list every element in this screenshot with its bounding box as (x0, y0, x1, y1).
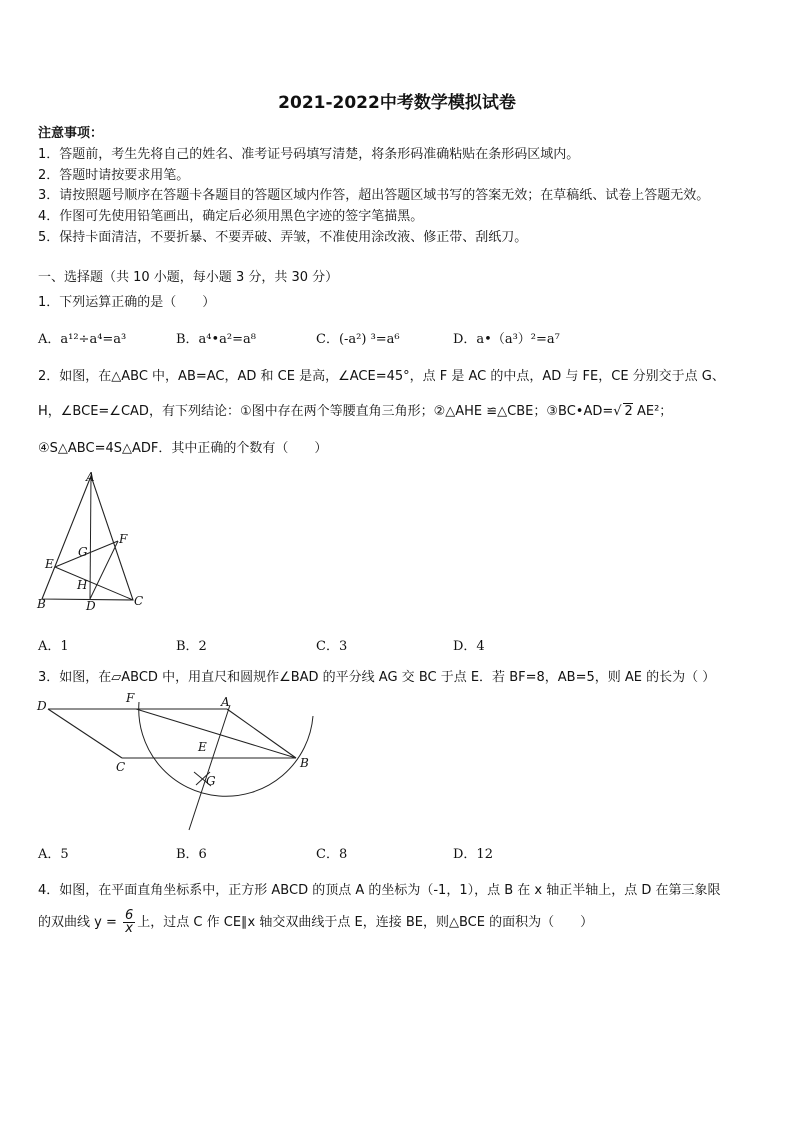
q4-line-1: 4．如图，在平面直角坐标系中，正方形 ABCD 的顶点 A 的坐标为（-1，1），点 B 在 x 轴正半轴上，点 D 在第三象限 (38, 883, 721, 898)
section-heading: 一、选择题（共 10 小题，每小题 3 分，共 30 分） (38, 270, 339, 285)
side-dc (48, 709, 122, 758)
q4-line-2 (38, 910, 593, 935)
paper-title: 2021-2022中考数学模拟试卷 (278, 93, 516, 113)
notice-item-3: 3．请按照题号顺序在答题卡各题目的答题区域内作答，超出答题区域书写的答案无效；在草稿纸、试卷上答题无效。 (38, 188, 710, 203)
notice-item-4: 4．作图可先使用铅笔画出，确定后必须用黑色字迹的签字笔描黑。 (38, 209, 424, 224)
q1-option-d: D．a•（a³）²=a⁷ (453, 332, 560, 347)
q3-stem: 3．如图，在▱ABCD 中，用直尺和圆规作∠BAD 的平分线 AG 交 BC 于点 E．若 BF=8，AB=5，则 AE 的长为（ ） (38, 670, 716, 685)
label-e: E (45, 557, 54, 571)
label-f: F (126, 691, 135, 705)
q3-parallelogram-figure (34, 690, 324, 832)
q2-line-2 (38, 400, 672, 419)
fraction-6-over-x (123, 910, 135, 935)
q1-option-b: B．a⁴•a²=a⁸ (176, 332, 256, 347)
label-a: A (221, 695, 230, 709)
label-c: C (116, 760, 126, 774)
q2-option-c: C．3 (316, 639, 348, 654)
q2-line-2-text: H，∠BCE=∠CAD，有下列结论：①图中存在两个等腰直角三角形；②△AHE ≌△CBE；③BC•AD= (38, 404, 614, 419)
q4-line-2-tail: 上，过点 C 作 CE∥x 轴交双曲线于点 E，连接 BE，则△BCE 的面积为（ ） (137, 915, 594, 930)
label-f: F (119, 532, 128, 546)
q2-option-d: D．4 (453, 639, 485, 654)
q3-option-d: D．12 (453, 847, 493, 862)
label-c: C (134, 594, 144, 608)
q3-option-c: C．8 (316, 847, 348, 862)
q1-option-c: C．(-a²) ³=a⁶ (316, 332, 400, 347)
sqrt-sign: √ (613, 404, 622, 419)
q2-line-2-tail: AE²； (632, 404, 673, 419)
label-g: G (78, 545, 88, 559)
label-b: B (300, 756, 309, 770)
notice-item-2: 2．答题时请按要求用笔。 (38, 168, 190, 183)
notice-item-1: 1．答题前，考生先将自己的姓名、准考证号码填写清楚，将条形码准确粘贴在条形码区域内。 (38, 147, 580, 162)
q4-line-2-text: 的双曲线 y = (38, 915, 121, 930)
q2-triangle-figure (34, 468, 152, 618)
fraction-denominator: x (125, 921, 133, 936)
label-b: B (37, 597, 46, 611)
fraction-numerator: 6 (124, 908, 134, 923)
bisector-ag (189, 705, 230, 830)
segment-fb (136, 709, 296, 758)
label-d: D (86, 599, 96, 613)
q2-line-1: 2．如图，在△ABC 中，AB=AC，AD 和 CE 是高，∠ACE=45°，点 F 是 AC 的中点，AD 与 FE，CE 分别交于点 G、 (38, 369, 725, 384)
q1-option-a: A．a¹²÷a⁴=a³ (38, 332, 127, 347)
q3-option-a: A．5 (38, 847, 69, 862)
label-e: E (198, 740, 207, 754)
q1-stem: 1．下列运算正确的是（ ） (38, 295, 216, 310)
q3-option-b: B．6 (176, 847, 207, 862)
q2-line-3: ④S△ABC=4S△ADF．其中正确的个数有（ ） (38, 441, 328, 456)
label-a: A (86, 470, 95, 484)
q2-option-a: A．1 (38, 639, 69, 654)
sqrt-value: 2 (624, 404, 633, 419)
q2-option-b: B．2 (176, 639, 207, 654)
altitude-ce (55, 567, 133, 600)
altitude-ad (90, 476, 91, 599)
segment-df (90, 541, 118, 599)
side-ab (227, 709, 296, 758)
label-g: G (206, 774, 216, 788)
label-h: H (77, 578, 88, 592)
notice-heading: 注意事项： (38, 126, 104, 141)
label-d: D (37, 699, 47, 713)
notice-item-5: 5．保持卡面清洁，不要折暴、不要弄破、弄皱，不准使用涂改液、修正带、刮纸刀。 (38, 230, 528, 245)
